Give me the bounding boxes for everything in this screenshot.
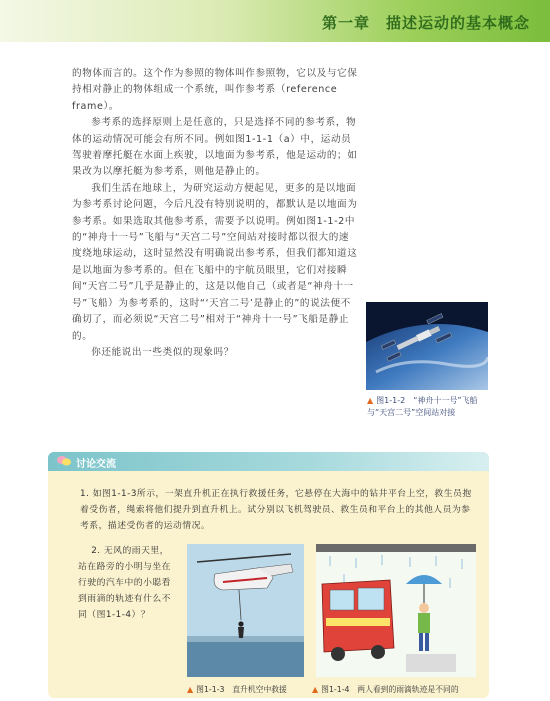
paragraph-1: 的物体而言的。这个作为参照的物体叫作参照物，它以及与它保持相对静止的物体组成一个系统，叫作参考系（reference frame）。: [72, 68, 358, 112]
triangle-icon: ▲: [187, 685, 194, 694]
figure-1-1-3-caption: ▲ 图1-1-3 直升机空中救援: [187, 685, 287, 694]
paragraph-2: 参考系的选择原则上是任意的，只是选择不同的参考系，物体的运动情况可能会有所不同。例如图1-1-1（a）中，运动员驾驶着摩托艇在水面上疾驶，以地面为参考系，他是运动的；如果改为以摩托艇为参考系，则他是静止的。: [72, 117, 358, 178]
figure-1-1-2-caption: ▲ 图1-1-2 “神舟十一号”飞船与“天宫二号”空间站对接: [367, 396, 478, 417]
paragraph-3: 我们生活在地球上，为研究运动方便起见，更多的是以地面为参考系讨论问题，今后凡没有特别说明的，都默认是以地面为参考系。如果选取其他参考系，需要予以说明。例如图1-1-2中的“神舟十一号”飞船与“天宫二号”空间站对接时都以很大的速度绕地球运动，这时显然没有明确说出参考系，但我们都知道这是以地面为参考系的。但在飞船中的宇航员眼里，它们对接瞬间“天宫二号”几乎是静止的，这是以他自己（或者是“神舟十一号”飞船）为参考系的，这时“‘天宫二号’是静止的”的说法便不确切了，而必须说“天宫二号”相对于“神舟十一号”飞船是静止的。: [72, 182, 358, 342]
paragraph-4: 你还能说出一些类似的现象吗？: [91, 346, 234, 358]
chapter-title: 第一章 描述运动的基本概念: [321, 14, 530, 32]
spacecraft-docking-image: [366, 302, 488, 390]
triangle-icon: ▲: [312, 685, 319, 694]
main-text: [72, 66, 358, 361]
triangle-icon: ▲: [367, 396, 374, 405]
helicopter-rescue-image: [187, 544, 304, 677]
rain-trajectories-image: [316, 544, 476, 677]
question-1: 1. 如图1-1-3所示，一架直升机正在执行救援任务，它悬停在大海中的钻井平台上空，救生员抱着受伤者，绳索将他们提升到直升机上。试分别以飞机驾驶员、救生员和平台上的其他人员为参考系，描述受伤者的运动情况。: [80, 489, 472, 531]
discussion-title: 讨论交流: [76, 459, 116, 470]
speech-bubbles-icon: [57, 455, 71, 467]
figure-1-1-4-caption: ▲ 图1-1-4 两人看到的雨滴轨迹是不同的: [312, 685, 459, 694]
question-2: 2. 无风的雨天里，站在路旁的小明与坐在行驶的汽车中的小聪看到雨滴的轨迹有什么不同（图1-1-4）？: [78, 546, 171, 620]
